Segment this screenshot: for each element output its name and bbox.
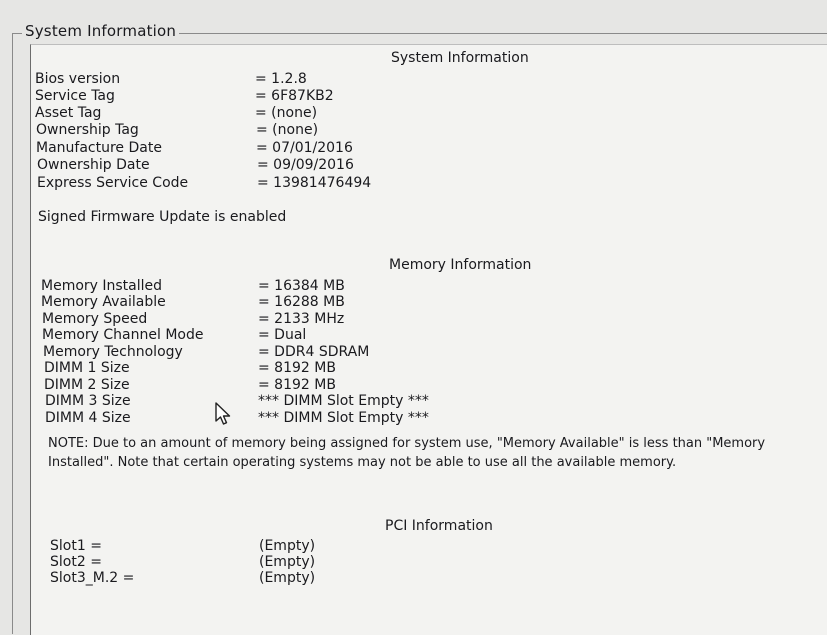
info-value: = 1.2.8: [255, 71, 307, 87]
info-value: = Dual: [258, 327, 307, 343]
info-label: Ownership Date: [37, 157, 150, 173]
info-value: = (none): [256, 122, 319, 138]
info-value: = 13981476494: [257, 175, 372, 191]
info-label: DIMM 1 Size: [44, 360, 130, 376]
info-label: Asset Tag: [35, 105, 102, 121]
info-label: DIMM 3 Size: [45, 393, 131, 409]
mouse-pointer-icon: [214, 402, 232, 430]
group-title: System Information: [22, 22, 179, 40]
info-label: Ownership Tag: [36, 122, 139, 138]
info-value: = 16384 MB: [258, 278, 345, 294]
info-label: Service Tag: [35, 88, 115, 104]
info-label: Slot3_M.2 =: [50, 570, 135, 586]
info-value: = DDR4 SDRAM: [258, 344, 370, 360]
info-value: = 6F87KB2: [255, 88, 334, 104]
info-label: Memory Available: [41, 294, 166, 310]
info-value: = 2133 MHz: [258, 311, 345, 327]
info-value: = 16288 MB: [258, 294, 345, 310]
info-label: Express Service Code: [37, 175, 189, 191]
pci-information-heading: PCI Information: [385, 518, 493, 534]
info-value: *** DIMM Slot Empty ***: [258, 393, 429, 409]
info-label: Memory Technology: [43, 344, 183, 360]
info-value: (Empty): [259, 538, 316, 554]
info-label: Memory Channel Mode: [42, 327, 204, 343]
info-label: Slot1 =: [50, 538, 102, 554]
info-value: = 8192 MB: [258, 377, 336, 393]
info-value: = (none): [255, 105, 318, 121]
info-value: *** DIMM Slot Empty ***: [258, 410, 429, 426]
info-value: = 8192 MB: [258, 360, 336, 376]
info-label: Memory Installed: [41, 278, 163, 294]
info-value: = 07/01/2016: [256, 140, 353, 156]
memory-note: NOTE: Due to an amount of memory being assigned for system use, "Memory Available" is less than "Memory Installed". Note that certain operating systems may not be able to use all the available memory.: [48, 436, 766, 470]
info-label: Memory Speed: [42, 311, 148, 327]
firmware-update-status: Signed Firmware Update is enabled: [38, 209, 287, 225]
memory-information-heading: Memory Information: [389, 257, 532, 273]
info-value: (Empty): [259, 554, 316, 570]
system-information-heading: System Information: [391, 50, 529, 66]
info-label: Manufacture Date: [36, 140, 162, 156]
info-label: DIMM 2 Size: [44, 377, 130, 393]
info-value: (Empty): [259, 570, 316, 586]
info-label: Slot2 =: [50, 554, 102, 570]
info-label: Bios version: [35, 71, 121, 87]
info-label: DIMM 4 Size: [45, 410, 131, 426]
info-value: = 09/09/2016: [257, 157, 354, 173]
